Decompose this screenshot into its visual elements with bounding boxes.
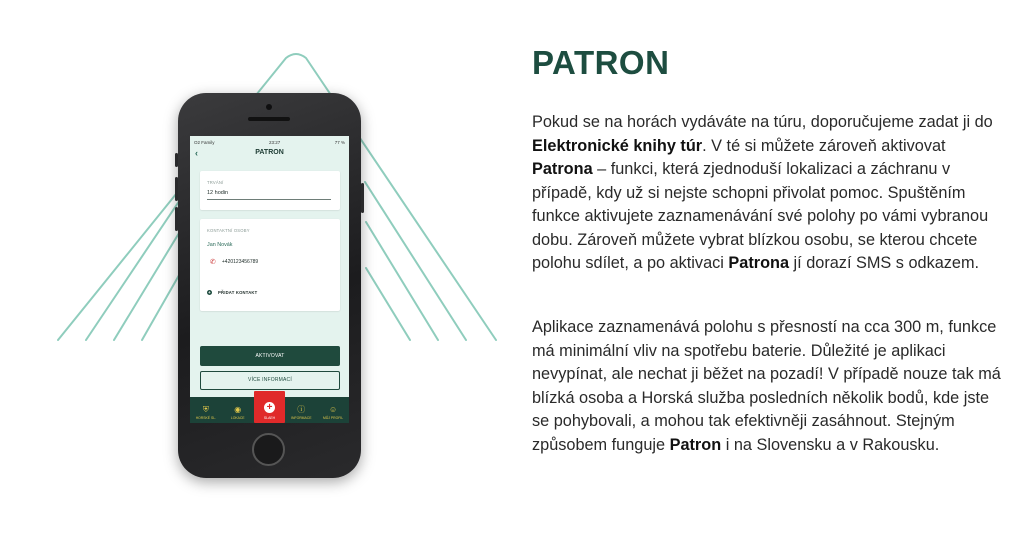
add-contact-label: PŘIDAT KONTAKT xyxy=(218,290,258,295)
contact-phone-row[interactable] xyxy=(210,258,258,266)
tab-location[interactable] xyxy=(222,397,254,423)
volume-down-button xyxy=(175,207,178,231)
activate-button[interactable]: AKTIVOVAT xyxy=(200,346,340,366)
phone-mockup xyxy=(178,93,361,478)
profile-icon: ☺ xyxy=(329,405,338,414)
bold-term: Patrona xyxy=(728,254,790,272)
mute-switch xyxy=(175,153,178,167)
page-title: PATRON xyxy=(532,44,670,81)
tab-label: SLAEH xyxy=(263,416,276,420)
battery-label: 77 % xyxy=(334,139,345,145)
location-icon: ◉ xyxy=(234,405,242,414)
front-camera xyxy=(266,104,272,110)
signal-line-right-1 xyxy=(365,182,466,340)
bold-term: Patron xyxy=(669,435,722,454)
contacts-card xyxy=(200,219,340,311)
volume-up-button xyxy=(175,177,178,201)
power-button xyxy=(361,183,364,213)
contact-name[interactable]: Jan Novák xyxy=(207,242,233,248)
duration-card[interactable] xyxy=(200,171,340,210)
tab-mountain-rescue[interactable] xyxy=(190,397,222,423)
earpiece-speaker xyxy=(248,117,290,121)
phone-handset-icon: ✆ xyxy=(210,259,216,266)
screen-header xyxy=(190,146,349,160)
tab-label: HORSKÉ SL. xyxy=(195,416,217,420)
carrier-label: O2 Family xyxy=(194,139,215,145)
add-contact-button[interactable] xyxy=(207,290,257,295)
mountain-rescue-icon: ⛨ xyxy=(202,405,209,414)
tab-sos[interactable] xyxy=(254,391,286,423)
sos-cross-icon: + xyxy=(264,402,275,413)
info-icon: ⓘ xyxy=(297,405,306,414)
bottom-tab-bar xyxy=(190,397,349,423)
paragraph-intro: Pokud se na horách vydáváte na túru, doporučujeme zadat ji do Elektronické knihy túr. V té si můžete zároveň aktivovat Patrona – funkci, která zjednoduší lokalizaci a záchranu v případě, kdy už si nejste schopni přivolat pomoc. Spuštěním funkce aktivujete zaznamenávání své polohy po vámi vybranou dobu. Zároveň můžete vybrat blízkou osobu, se kterou chcete polohu sdílet, a po aktivaci Patrona jí dorazí SMS s odkazem. xyxy=(532,113,993,272)
phone-screen xyxy=(190,136,349,423)
home-button xyxy=(252,433,285,466)
contact-phone: +420123456789 xyxy=(221,259,259,265)
tab-information[interactable] xyxy=(285,397,317,423)
more-info-button[interactable]: VÍCE INFORMACÍ xyxy=(200,371,340,390)
tab-label: INFORMACE xyxy=(291,416,312,420)
duration-underline xyxy=(207,199,331,200)
contacts-label: KONTAKTNÍ OSOBY xyxy=(207,228,250,233)
plus-circle-icon: + xyxy=(208,290,211,295)
tab-profile[interactable] xyxy=(317,397,349,423)
tab-label: LOKACE xyxy=(230,416,245,420)
bold-term: Elektronické knihy túr xyxy=(532,136,703,155)
signal-line-right-3 xyxy=(366,268,410,340)
tab-label: MŮJ PROFIL xyxy=(323,416,344,420)
screen-title: PATRON xyxy=(255,149,284,156)
clock-label: 23:27 xyxy=(268,139,281,145)
duration-label: TRVÁNÍ xyxy=(207,180,224,185)
status-bar xyxy=(190,138,349,146)
duration-value[interactable]: 12 hodin xyxy=(207,190,229,196)
signal-line-left-3 xyxy=(142,270,182,340)
paragraph-details: Aplikace zaznamenává polohu s přesností na cca 300 m, funkce má minimální vliv na spotřebu baterie. Důležité je aplikaci nevypínat, ale nechat ji běžet na pozadí! V případě nouze tak má blízká osoba a Horská služba posledních několik bodů, kde jste se pohybovali, a mohou tak efektivněji zasáhnout. Stejným způsobem funguje Patron i na Slovensku a v Rakousku. xyxy=(532,318,1001,454)
bold-term: Patrona xyxy=(532,160,593,178)
chevron-left-icon[interactable]: ‹ xyxy=(195,148,198,158)
